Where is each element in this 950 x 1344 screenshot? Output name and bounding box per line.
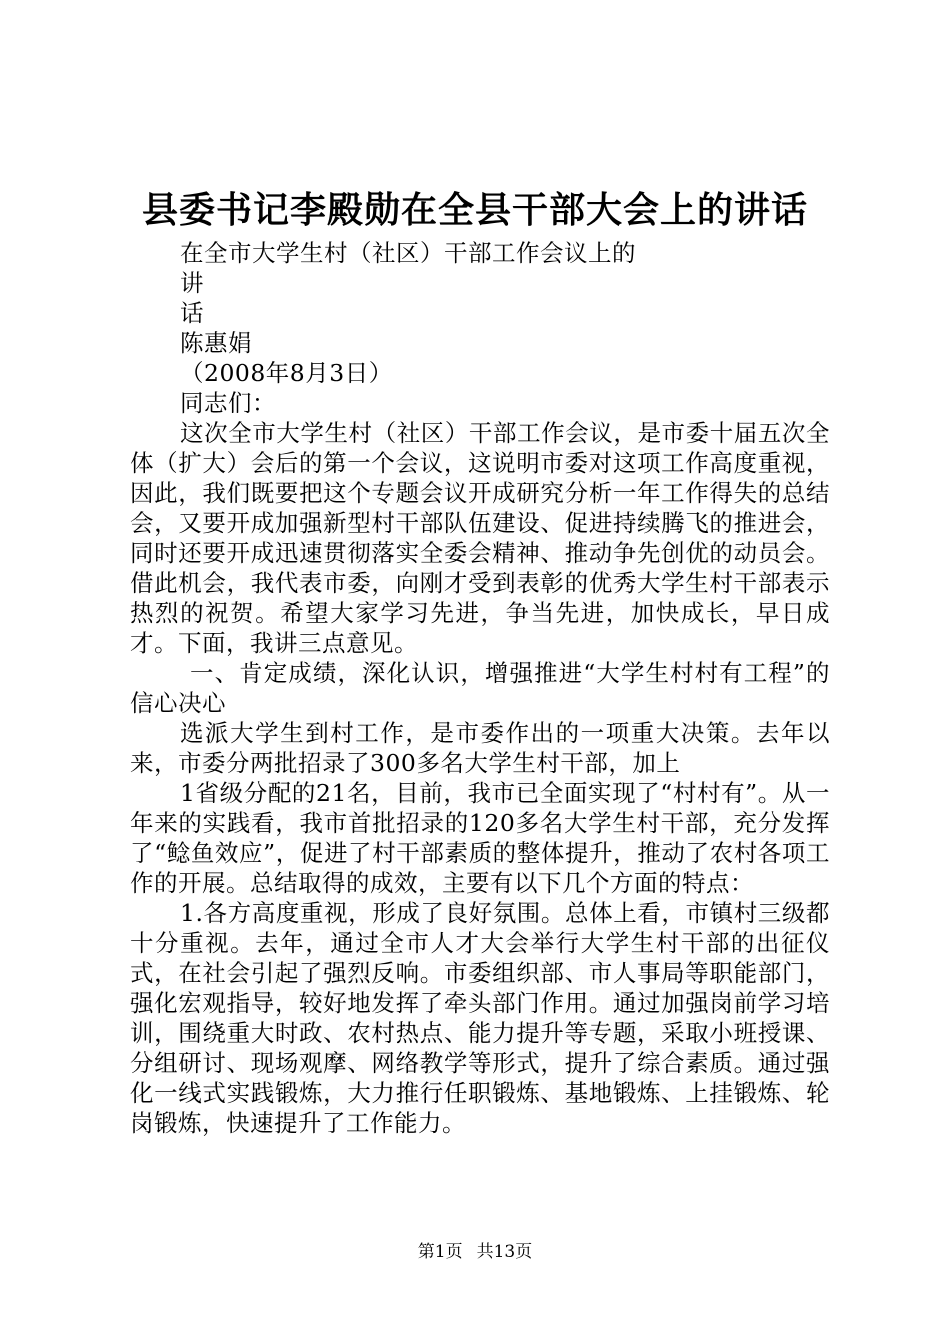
greeting: 同志们： [180, 389, 276, 417]
paragraph: 1.各方高度重视，形成了良好氛围。总体上看，市镇村三级都十分重视。去年，通过全市人才大会举行大学生村干部的出征仪式，在社会引起了强烈反响。市委组织部、市人事局等职能部门，强化宏观指导，较好地发挥了牵头部门作用。通过加强岗前学习培训，围绕重大时政、农村热点、能力提升等专题，采取小班授课、分组研讨、现场观摩、网络教学等形式，提升了综合素质。通过强化一线式实践锻炼，大力推行任职锻炼、基地锻炼、上挂锻炼、轮岗锻炼，快速提升了工作能力。 [130, 899, 830, 1137]
subtitle-line: 讲 [180, 269, 204, 297]
section-heading: 一、肯定成绩，深化认识，增强推进“大学生村村有工程”的信心决心 [130, 659, 830, 717]
paragraph: 选派大学生到村工作，是市委作出的一项重大决策。去年以来，市委分两批招录了300多名大学生村干部，加上 [130, 719, 830, 777]
page-number: 第1页 [417, 1242, 463, 1262]
paragraph: 1省级分配的21名，目前，我市已全面实现了“村村有”。从一年来的实践看，我市首批招录的120多名大学生村干部，充分发挥了“鲶鱼效应”，促进了村干部素质的整体提升，推动了农村各项工作的开展。总结取得的成效，主要有以下几个方面的特点： [130, 779, 830, 897]
author-name: 陈惠娟 [180, 329, 252, 357]
subtitle-line: 话 [180, 299, 204, 327]
paragraph: 这次全市大学生村（社区）干部工作会议，是市委十届五次全体（扩大）会后的第一个会议，这说明市委对这项工作高度重视，因此，我们既要把这个专题会议开成研究分析一年工作得失的总结会，又要开成加强新型村干部队伍建设、促进持续腾飞的推进会，同时还要开成迅速贯彻落实全委会精神、推动争先创优的动员会。借此机会，我代表市委，向刚才受到表彰的优秀大学生村干部表示热烈的祝贺。希望大家学习先进，争当先进，加快成长，早日成才。下面，我讲三点意见。 [130, 419, 830, 657]
page-total: 共13页 [476, 1242, 533, 1262]
document-title: 县委书记李殿勋在全县干部大会上的讲话 [141, 189, 808, 231]
page-footer [0, 1240, 950, 1264]
speech-date: （2008年8月3日） [180, 359, 393, 387]
subtitle-line: 在全市大学生村（社区）干部工作会议上的 [180, 239, 636, 267]
document-body [130, 238, 830, 1138]
